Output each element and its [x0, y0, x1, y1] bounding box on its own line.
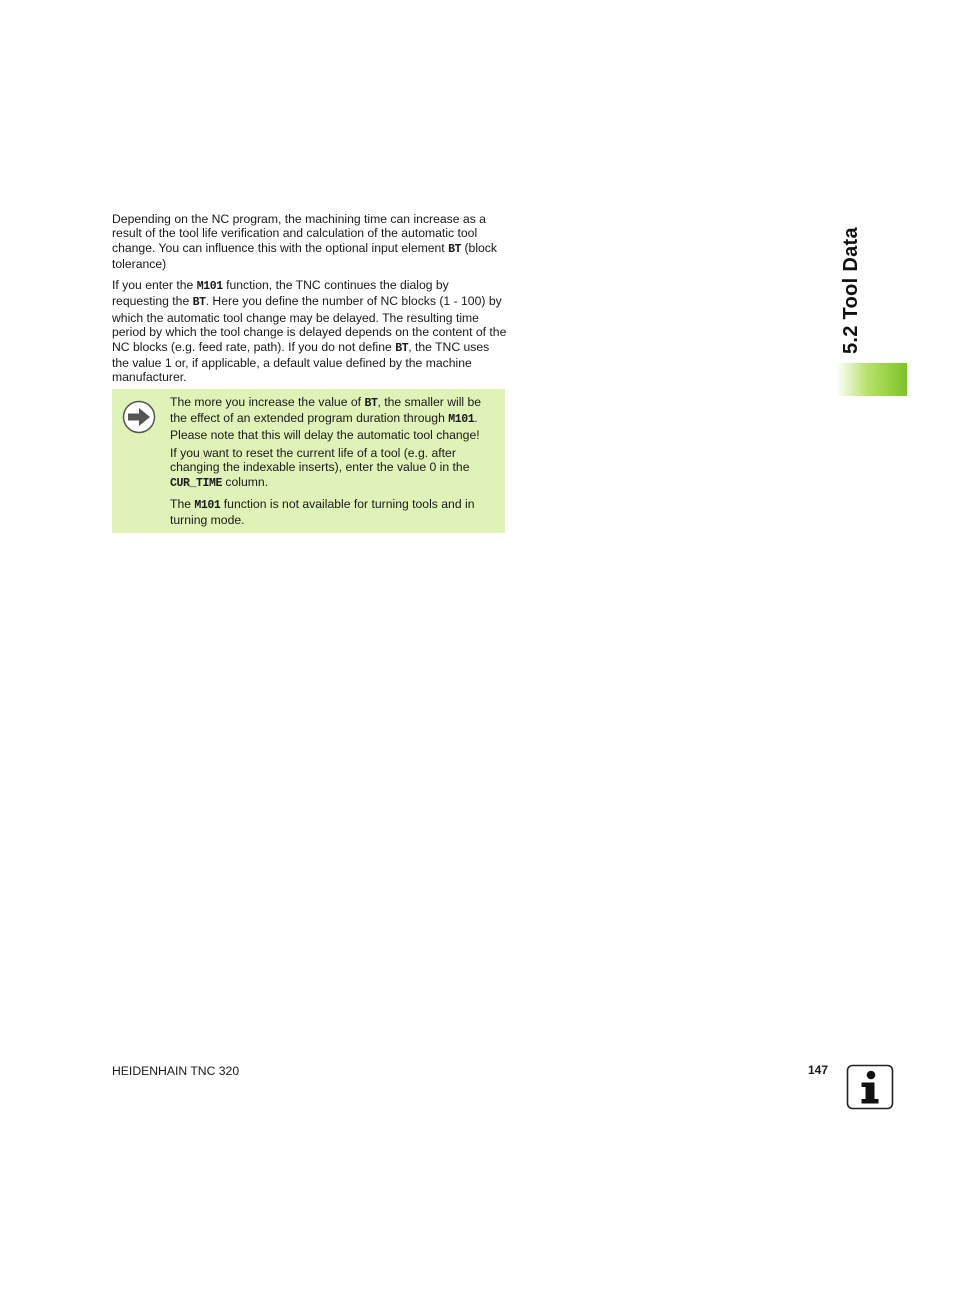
page-number: 147 — [808, 1063, 829, 1077]
paragraph-text: (block tolerance) — [112, 240, 497, 272]
code-bt: BT — [364, 397, 378, 410]
code-cur-time: CUR_TIME — [170, 476, 223, 490]
note-box — [112, 389, 505, 533]
note-paragraph — [170, 446, 500, 491]
paragraph-text: , the TNC uses the value 1 or, if applicable, a default value defined by the machine manufacturer. — [112, 339, 490, 385]
paragraph-text: function, the TNC continues the dialog by requesting the — [112, 278, 449, 309]
note-text: column. — [222, 474, 269, 489]
paragraph-text: If you enter the — [112, 278, 197, 292]
chapter-section-title: 5.2 Tool Data — [840, 227, 862, 354]
code-m101: M101 — [194, 499, 221, 512]
note-text: The more you increase the value of — [170, 395, 365, 409]
arrow-right-circle-icon — [122, 400, 156, 434]
note-paragraph — [170, 395, 500, 442]
note-paragraph — [170, 497, 500, 528]
code-bt: BT — [192, 296, 206, 310]
paragraph-text: . Here you define the number of NC blocks (1 - 100) by which the automatic tool change may be delayed. The resulting time period by which the tool change is delayed depends on the content of the NC blocks (e.g. feed rate, path). If you do not define — [112, 294, 507, 354]
code-m101: M101 — [196, 280, 223, 293]
code-bt: BT — [395, 341, 409, 355]
info-icon — [846, 1064, 894, 1110]
section-tab-marker — [836, 363, 907, 396]
m101-paragraph — [112, 278, 507, 385]
intro-paragraph — [112, 212, 507, 272]
note-text: . Please note that this will delay the automatic tool change! — [170, 411, 480, 442]
note-text: The — [170, 497, 195, 511]
note-text: function is not available for turning tools and in turning mode. — [170, 497, 475, 528]
code-m101: M101 — [448, 413, 475, 427]
note-text: , the smaller will be the effect of an extended program duration through — [170, 395, 482, 426]
note-text: If you want to reset the current life of a tool (e.g. after changing the indexable inserts), enter the value 0 in the — [170, 446, 470, 475]
footer-product-name: HEIDENHAIN TNC 320 — [112, 1064, 240, 1078]
paragraph-text: Depending on the NC program, the machining time can increase as a result of the tool life verification and calculation of the automatic tool change. You can influence this with the optional input element — [112, 212, 486, 255]
code-bt: BT — [448, 242, 462, 256]
